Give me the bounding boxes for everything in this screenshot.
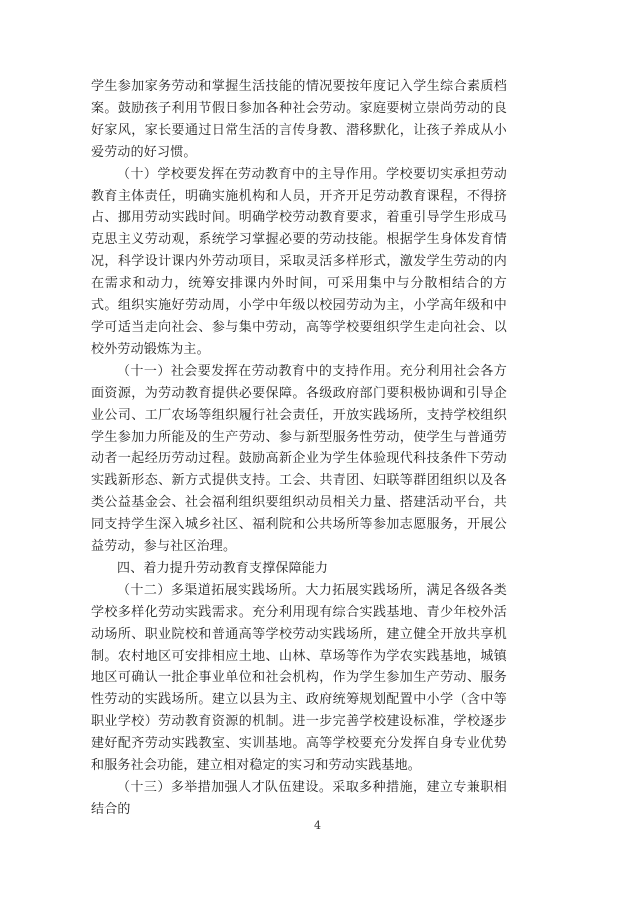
- paragraph-practice-sites: （十二）多渠道拓展实践场所。大力拓展实践场所，满足各级各类学校多样化劳动实践需求。充分利用现有综合实践基地、青少年校外活动场所、职业院校和普通高等学校劳动实践场所，建立健全开放共享机制。农村地区可安排相应土地、山林、草场等作为学农实践基地，城镇地区可确认一批企事业单位和社会机构，作为学生参加生产劳动、服务性劳动的实践场所。建立以县为主、政府统筹规划配置中小学（含中等职业学校）劳动教育资源的机制。进一步完善学校建设标准，学校逐步建好配齐劳动实践教室、实训基地。高等学校要充分发挥自身专业优势和服务社会功能，建立相对稳定的实习和劳动实践基地。: [91, 582, 507, 774]
- section-heading: 四、着力提升劳动教育支撑保障能力: [117, 560, 329, 576]
- paragraph-society-role: （十一）社会要发挥在劳动教育中的支持作用。充分利用社会各方面资源，为劳动教育提供必要保障。各级政府部门要积极协调和引导企业公司、工厂农场等组织履行社会责任，开放实践场所，支持学校组织学生参加力所能及的生产劳动、参与新型服务性劳动，使学生与普通劳动者一起经历劳动过程。鼓励高新企业为学生体验现代科技条件下劳动实践新形态、新方式提供支持。工会、共青团、妇联等群团组织以及各类公益基金会、社会福利组织要组织动员相关力量、搭建活动平台，共同支持学生深入城乡社区、福利院和公共场所等参加志愿服务，开展公益劳动，参与社区治理。: [91, 363, 507, 555]
- paragraph-school-role: （十）学校要发挥在劳动教育中的主导作用。学校要切实承担劳动教育主体责任，明确实施机构和人员，开齐开足劳动教育课程，不得挤占、挪用劳动实践时间。明确学校劳动教育要求，着重引导学生形成马克思主义劳动观，系统学习掌握必要的劳动技能。根据学生身体发育情况，科学设计课内外劳动项目，采取灵活多样形式，激发学生劳动的内在需求和动力，统筹安排课内外时间，可采用集中与分散相结合的方式。组织实施好劳动周，小学中年级以校园劳动为主，小学高年级和中学可适当走向社会、参与集中劳动，高等学校要组织学生走向社会、以校外劳动锻炼为主。: [91, 166, 507, 357]
- paragraph-family-labor: 学生参加家务劳动和掌握生活技能的情况要按年度记入学生综合素质档案。鼓励孩子利用节假日参加各种社会劳动。家庭要树立崇尚劳动的良好家风，家长要通过日常生活的言传身教、潜移默化，让孩子养成从小爱劳动的好习惯。: [91, 79, 507, 160]
- page-number: 4: [314, 819, 321, 832]
- paragraph-talent-team: （十三）多举措加强人才队伍建设。采取多种措施，建立专兼职相结合的: [91, 780, 507, 817]
- document-body: [91, 76, 507, 821]
